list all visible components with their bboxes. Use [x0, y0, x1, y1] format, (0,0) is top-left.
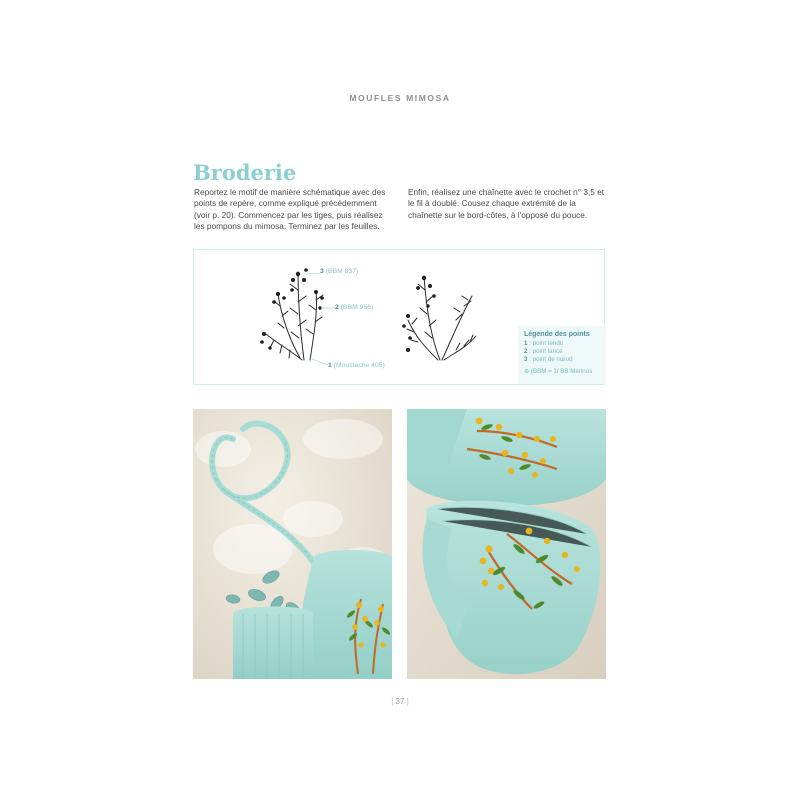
legend-note: ⊛ (BBM = 1/ BB Mérinos: [524, 367, 593, 375]
embroidery-diagram: [193, 249, 605, 385]
running-head: MOUFLES MIMOSA: [349, 93, 451, 103]
page-number: [ 37 ]: [391, 697, 409, 706]
mittens-on-fur-photo: [193, 409, 392, 679]
instructions-right-column: Enfin, réalisez une chaînette avec le crochet n° 3,5 et le fil à doublé. Cousez chaque extrémité de la chaînette sur le bord-côtes, à l'opposé du pouce.: [408, 187, 605, 220]
legend-item: 3 : point de nœud: [524, 356, 573, 364]
section-title: Broderie: [193, 160, 297, 185]
callout-3: 3 (BBM 837): [320, 268, 359, 275]
callout-1: 1 (Moustache 405): [328, 362, 385, 369]
callout-2: 2 (BBM 956): [335, 304, 374, 311]
stitch-legend: [518, 326, 606, 384]
legend-item: 1 : point tendu: [524, 340, 564, 347]
legend-title: Légende des points: [524, 331, 590, 338]
mittens-closeup-photo: [407, 409, 606, 679]
instructions-left-column: Reportez le motif de manière schématique avec des points de repère, comme expliqué précédemment (voir p. 20). Commencez par les tiges, puis réalisez les pompons du mimosa. Terminez par les feuilles.: [194, 187, 386, 232]
legend-item: 2 : point lancé: [524, 348, 563, 356]
